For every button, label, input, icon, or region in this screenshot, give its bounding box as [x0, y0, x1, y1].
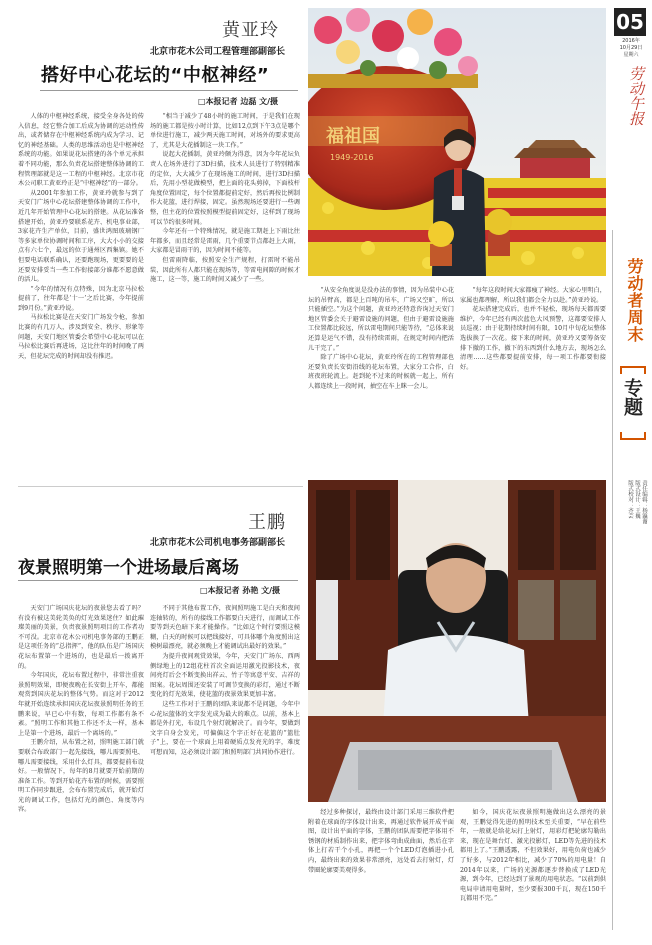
story1-byline: □本报记者 边磊 文/摄: [198, 97, 279, 106]
story2-photo: [308, 480, 606, 802]
story2-column-3: [308, 808, 454, 938]
story1-paragraph: 除了广场中心花坛，黄亚玲所在的工程管理部也还要负责长安街沿线的花坛布置，大家分工合作，白班夜班轮流上。赶到轮不过来的时候就一起上，所有人都连续上一段时间，抽空在车上眯一会儿。: [308, 354, 454, 390]
story1-person-role: 北京市花木公司工程管理部副部长: [150, 47, 286, 57]
story2-paragraph: 为提升夜间观赏效果，今年，天安门广场东、西两侧绿地上的12组花柱首次全面运用激光投影技术，夜间亮灯后会不断变换出祥云、竹子等寓意平安、吉祥的图案。花坛周围还安装了可调节变换的彩灯，通过不断变化的灯光效果，使花篮的夜景效果更加丰富。: [150, 652, 300, 699]
story2-rule: [18, 580, 298, 581]
basket-years-text: 1949-2016: [330, 153, 374, 162]
story1-paragraph: 人体的中枢神经系统，接受全身各处的传入信息，经它整合加工后成为协调的运动性传出，或者储存在中枢神经系统内成为学习、记忆的神经基础。人类的思维活动也是中枢神经系统的功能。如果说花坛搭建的各个单元承担着不同功能，那么负责花坛搭建整体协调的工程管理部就是这一工程的中枢神经。北京市花木公司职工黄亚玲正是“中枢神经”的一部分。: [18, 113, 144, 188]
story1-paragraph: 从2001年参加工作，黄亚玲就参与到了天安门广场中心花坛搭建整体协调的工作中，近几年开始管理中心花坛的搭建。从花坛准备搭建开始，黄亚玲要联系花卉、机电事业部，3家花卉生产单位，目前，盛世鸿图玻璃钢厂等多家单位协调时间和工序，大大小小的交接点有六七个，最远的位于通州区西集镇。她不但要电话联系确认，还要跑现场，更要要的是还要安排妥当一些工作衔接部分谁都不愿意做的活儿。: [18, 189, 144, 284]
story2-headline: 夜景照明第一个进场最后离场: [18, 558, 239, 578]
story2-paragraph: 经过多种探讨，最终由设计部门采用三维软件把附着在球面的字体设计出来，再通过软件展开成平面图，设计出平面的字体，王鹏的团队需要把字体用不锈钢的材质制作出来，把字体弯曲成曲面，然后在字体上打若干个小孔，再把一个个LED灯泡插进小孔内，最终出来的效果非常漂亮，远处看去打射灯，灯带圈轮廓要美观得多。: [308, 809, 454, 874]
story2-paragraph: 王鹏介绍，从布置之初，照明施工部门就要联合布政部门一起先接线，哪儿需要照电、哪儿需要接线，采用什么灯具，都要提前布设好。一般情况下，每年的8月就要开始前期的准备工作。等到开始花卉布置的时候，需要照明工作同步跟进，会布布置完成后，就开始灯光的调试工作，包括灯光的颜色、角度等内容。: [18, 739, 144, 814]
flower-basket-photo: [308, 8, 606, 276]
story1-paragraph: “从安全角度说是没办法的事情，因为吊装中心花坛的吊臂高，都是上百吨的吊车，广场又空旷，所以只能插空。”为这个问题，黄亚玲还特意咨询过天安门地区管委会关于避雷设施的问题，但由于避雷设施施工位置都比较远，所以雷电期间只能等待，“总体来说还算是运气不错，没有持续雷雨，在规定时间内把活儿干完了。”: [308, 287, 454, 352]
story2-paragraph: 今年国庆，花坛布置过程中，非常注重夜景照明效果，即便夜晚在长安街上开车，都能观赏到国庆花坛的整体气势。而这对于2012年就开始连续承担国庆花坛夜景照明任务的王鹏来说，早已心中有数，每项工作都有条不紊。“照明工作和其他工作还不太一样，基本上是第一个进场，最后一个离场的。”: [18, 672, 144, 737]
basket-sign-text: 福祖国: [326, 126, 380, 147]
rail-divider: [612, 230, 613, 930]
story2-column-1: [18, 604, 144, 938]
story2-byline: □本报记者 孙艳 文/摄: [200, 586, 281, 595]
bracket-bottom: [620, 432, 646, 440]
newspaper-logo: 劳动午报: [627, 66, 645, 126]
story1-column-2: [150, 112, 300, 432]
bracket-top: [620, 366, 646, 374]
story1-paragraph: 说起大花插制，黄亚玲颇为得意，因为今年花坛负责人在场外进行了3D扫描，技术人员进行了特别精准的定位，大大减少了在现场施工的时间，进行3D扫描后，先用小型花做模型，把上面的花头剪掉，下面枝杆角度位置固定，每个位置都提前定好，然后再按比例制作大花篮，进行焊接，固定。虽然现场还要进行一些调整，但主花的位置按照模型提前固定好，这样到了现场可以节约很多时间。: [150, 151, 300, 226]
story1-column-3: [308, 286, 454, 476]
story1-column-1: [18, 112, 144, 432]
story2-person-name: 王鹏: [248, 512, 286, 533]
story2-paragraph: 这些工作对于王鹏的团队来说都不是问题，今年中心花坛篮体的文字发光成为最大的难点。以前，基本上都是外打光，布设几个射灯就解决了。而今年，要做到文字自身会发光，可偏偏这个字正好在花篮的“篮肚子”上，要在一个球面上用着硬质点发亮光的字，难度可想而知，这必须设计部门和照明部门共同协作进行。: [150, 700, 300, 756]
story2-paragraph: 不同于其他布置工作，夜间照明施工是白天和夜间连轴转的，所有的接线工作都要白天进行，而调试工作要等到天色暗下来才能操作。“比如这个时行要照这模糊，白天的时候可以把线接好，可具体哪个角度照出这模树最漂亮，就必须晚上才能调试出最好的效果。”: [150, 605, 300, 651]
story1-paragraph: 花坛搭建完成后，也并不轻松，现场每天都需要维护，今年已经有两次蓝色大风预警，这都要安排人员巡视；由于花期持续时间有限，10月中旬花坛整体选拔换了一次花。接下来的时间，黄亚玲又要筹备安排下撤的工作，撤下的东西到什么地方去，现场怎么清理……这些都要提前安排，每一项工作都要衔接好。: [460, 306, 606, 371]
story1-person-name: 黄亚玲: [222, 20, 279, 41]
story2-paragraph: 如今，国庆花坛夜景照明施做出这么漂亮的景观，王鹏觉得先进的照明技术至关重要，“早在前些年，一般就是给花坛打上射灯，用彩灯把轮廓勾勒出来，现在是舞台灯、激光投影灯，LED等先进的技术都用上了。”王鹏透露，不但效果好，用电负荷也减少了好多，与2012年相比，减少了70%的用电量！自2014年以来，广场的光源都逐步替换成了LED光源，到今年，已经达到了景观的用电状态。“以前到供电局申请用电量时，至少要报300千瓦，现在150千瓦都用不完。”: [460, 809, 606, 903]
story1-paragraph: 但雷雨降临，按照安全生产规程，打雷时不能吊装，因此所有人都只能在现场等，等雷电间隙的时候才施工，这一等，施工的时间又减少了一些。: [150, 256, 300, 284]
story2-paragraph: 天安门广场国庆花坛的夜景您去看了吗？有没有被这美轮美奂的灯光效果迷住？如此璀璨美丽的美景，负责夜景照明项目的工作者功不可没。北京市花木公司机电事务部的王鹏正是这项任务的“总指挥”，他的队伍是广场国庆花坛布置第一个进场的，也是最后一拨离开的。: [18, 605, 144, 670]
story1-paragraph: “今年的情况有点特殊，因为北京马拉松提前了，往年都是‘十一’之后比赛，今年提前到9月份。”黄亚玲说。: [18, 285, 144, 312]
story1-paragraph: 今年还有一个特殊情况，就是施工期赶上下雨比往年都多，而且经常是雷雨，几个重要节点都赶上大雨，大家都是冒雨干的，因为时间不能等。: [150, 228, 300, 255]
story1-column-4: [460, 286, 606, 476]
story-divider: [18, 486, 303, 487]
story1-paragraph: “每年这段时间大家都瘦了神经。大家心里明白，家属也都理解，所以我们都会全力以赴。”黄亚玲说。: [460, 287, 606, 304]
story1-paragraph: 马拉松比赛是在天安门广场发令枪，参加比赛的有几万人，涉及到安全、秩序、形象等问题，天安门地区管委会希望中心花坛可以在马拉松比赛后再进场，这比往年的时间晚了两天，但花坛完成的时间却没有推迟。: [18, 314, 144, 360]
story1-photo: [308, 8, 606, 276]
editor-credits: 责任编辑：杨瀛谢 版式设计：王巍 版式校对：齐芸: [627, 480, 647, 524]
story2-column-4: [460, 808, 606, 938]
section-type: 专题: [621, 378, 643, 416]
story2-person-role: 北京市花木公司机电事务部副部长: [150, 538, 286, 548]
section-title: 劳动者周末: [625, 258, 644, 343]
story1-paragraph: “相当于减少了48小时的施工时间，于是我们在现场的施工都是按小时计算，比如12点到下午3点是哪个单位进行施工，减少两天施工时间，对场外的要求更高了，尤其是大花插制这一块工作。”: [150, 113, 300, 149]
issue-date: 2016年 10月29日 星期六: [619, 38, 643, 58]
story2-column-2: [150, 604, 300, 938]
story1-rule: [40, 90, 298, 91]
office-photo: [308, 480, 606, 802]
story1-headline: 搭好中心花坛的“中枢神经”: [41, 65, 270, 86]
page-number: 05: [614, 8, 646, 36]
